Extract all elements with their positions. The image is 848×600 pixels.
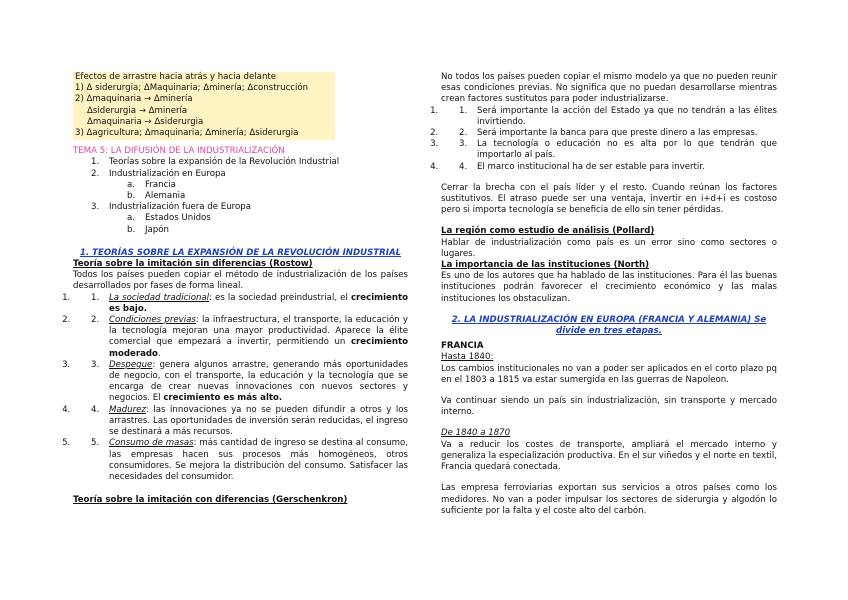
effects-line-4: Δmaquinaria → Δsiderurgia <box>87 116 204 127</box>
tema-suboutline-outside <box>73 213 408 235</box>
tema-title: TEMA 5: LA DIFUSIÓN DE LA INDUSTRIALIZACIÓN <box>73 146 285 157</box>
period-1-label: Hasta 1840: <box>441 352 494 363</box>
period-2-text-2: Las empresa ferroviarias exportan sus servicios a otros países como los medidores. No van a poder impulsar los sectores de siderurgia y algodón lo suficiente por la falta y el coste alto del carbón. <box>441 483 777 516</box>
outline-subitem: b. Japón <box>127 224 169 235</box>
right-column <box>441 72 777 517</box>
effects-line-1: 1) Δ siderurgia; ΔMaquinaria; Δminería; Δconstrucción <box>75 83 309 94</box>
tema-suboutline-europe <box>73 180 408 202</box>
stage-item: 5. 5. Consumo de masas: más cantidad de ingreso se destina al consumo, las empresas hacen sus procesos más homogéneos, otros consumidores. Se mejora la distribución del consumo. Satisfacer las necesidades del consumidor. <box>73 438 408 483</box>
factor-item: 1. 1. Será importante la acción del Estado ya que no tendrán a las élites invirtiendo. <box>441 106 777 128</box>
outline-item: 1. Teorías sobre la expansión de la Revolución Industrial <box>91 157 340 168</box>
outline-item: 3. Industrialización fuera de Europa <box>91 202 251 213</box>
section-2-title: 2. LA INDUSTRIALIZACIÓN EN EUROPA (FRANCIA Y ALEMANIA) Se divide en tres etapas. <box>451 314 767 337</box>
period-1-text-2: Va continuar siendo un país sin industrialización, sin transporte y mercado interno. <box>441 396 777 418</box>
factor-item: 3. 3. La tecnología o educación no es alta por lo que tendrán que importarlo al país. <box>441 139 777 161</box>
effects-line-2: 2) Δmaquinaria → Δminería <box>75 94 193 105</box>
effects-highlight-block <box>73 72 335 140</box>
north-text: Es uno de los autores que ha hablado de las instituciones. Para él las buenas instituciones podrán favorecer el crecimiento económico y las malas instituciones los obstaculizan. <box>441 271 777 304</box>
pollard-title: La región como estudio de análisis (Pollard) <box>441 226 655 237</box>
tema-outline-2 <box>73 202 408 213</box>
effects-line-3: Δsiderurgia → Δminería <box>87 105 188 116</box>
north-title: La importancia de las instituciones (North) <box>441 260 650 271</box>
effects-title: Efectos de arrastre hacia atrás y hacia delante <box>75 72 277 82</box>
outline-subitem: b. Alemania <box>127 191 186 202</box>
effects-line-5: 3) Δagricultura; Δmaquinaria; Δminería; Δsiderurgia <box>75 128 299 139</box>
section-1-title: 1. TEORÍAS SOBRE LA EXPANSIÓN DE LA REVOLUCIÓN INDUSTRIAL <box>79 247 402 258</box>
stage-item: 4. 4. Madurez: las innovaciones ya no se pueden difundir a otros y los arrastres. Las oportunidades de inversión serán reducidas, el ingreso se destinará a más recursos. <box>73 405 408 439</box>
gerschenkron-title: Teoría sobre la imitación con diferencias (Gerschenkron) <box>73 495 348 506</box>
stage-item: 3. 3. Despegue: genera algunos arrastre, generando más oportunidades de negocio, con el transporte, la educación y la tecnología que se encarga de crear nuevas innovaciones con nuevos sectores y negocios. El crecimiento es más alto. <box>73 360 408 405</box>
outline-item: 2. Industrialización en Europa <box>91 168 226 179</box>
left-column <box>73 72 408 506</box>
factor-item: 2. 2. Será importante la banca para que preste dinero a las empresas. <box>441 128 777 139</box>
france-heading: FRANCIA <box>441 341 484 352</box>
gap-paragraph: Cerrar la brecha con el país líder y el resto. Cuando reúnan los factores sustitutivos. El atraso puede ser una ventaja, invertir en i+d+i es costoso pero si importa tecnología se beneficia de ello sin tener pérdidas. <box>441 182 777 216</box>
outline-subitem: a. Estados Unidos <box>127 213 211 224</box>
outline-subitem: a. Francia <box>127 179 176 190</box>
period-1-text: Los cambios institucionales no van a poder ser aplicados en el corto plazo pq en el 1803 a 1815 va estar sumergida en las guerras de Napoleon. <box>441 363 777 385</box>
factor-item: 4. 4. El marco institucional ha de ser estable para invertir. <box>441 162 777 173</box>
substitute-factors <box>441 106 777 173</box>
rostow-intro: Todos los países pueden copiar el método de industrialización de los países desarrollados por fases de forma lineal. <box>73 270 408 292</box>
stage-item: 1. 1. La sociedad tradicional: es la sociedad preindustrial, el crecimiento es bajo. <box>73 293 408 315</box>
pollard-text: Hablar de industrialización como país es un error sino como sectores o lugares. <box>441 237 777 259</box>
tema-outline <box>73 157 408 179</box>
rostow-title: Teoría sobre la imitación sin diferencias (Rostow) <box>73 259 313 270</box>
period-2-text: Va a reducir los costes de transporte, ampliará el mercado interno y generaliza la especialización productiva. En el sur viñedos y el norte en textil, Francia quedará conectada. <box>441 439 777 473</box>
gerschenkron-intro: No todos los países pueden copiar el mismo modelo ya que no pueden reunir esas condiciones previas. No significa que no puedan desarrollarse mientras crean factores sustitutos para poder industrializarse. <box>441 72 777 105</box>
stage-item: 2. 2. Condiciones previas: la infraestructura, el transporte, la educación y la tecnología mejoran una mayor productividad. Aparece la élite comercial que empezará a invertir, permitiendo un crecimiento moderado. <box>73 315 408 360</box>
period-2-label: De 1840 a 1870 <box>441 428 511 439</box>
rostow-stages <box>73 293 408 483</box>
